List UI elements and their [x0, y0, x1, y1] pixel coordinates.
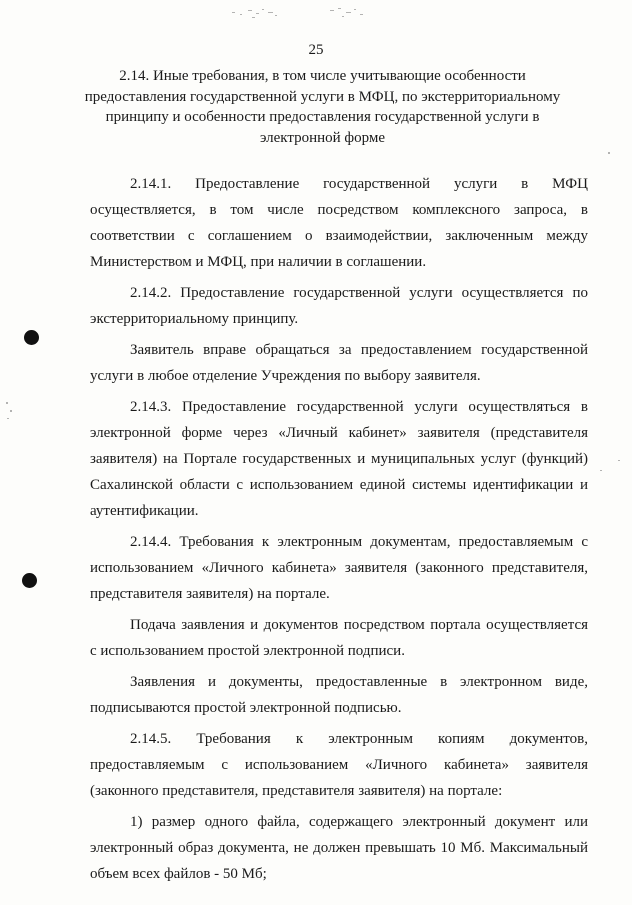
binder-hole-top [24, 330, 39, 345]
paragraph: 2.14.2. Предоставление государственной услуги осуществляется по экстерриториальному принципу. [90, 285, 588, 327]
paragraph: 2.14.5. Требования к электронным копиям документов, предоставляемым с использованием «Личного кабинета» заявителя (законного представителя, представителя заявителя) на портале: [90, 731, 588, 799]
binder-hole-bottom [22, 573, 37, 588]
paragraph: Заявления и документы, предоставленные в электронном виде, подписываются простой электронной подписью. [90, 674, 588, 716]
paragraph: 2.14.3. Предоставление государственной услуги осуществляться в электронной форме через «Личный кабинет» заявителя (представителя заявителя) на Портале государственных и муниципальных услуг (функций) Сахалинской области с использованием единой системы идентификации и аутентификации. [90, 399, 588, 519]
paragraph: 2.14.1. Предоставление государственной услуги в МФЦ осуществляется, в том числе посредством комплексного запроса, в соответствии с соглашением о взаимодействии, заключенным между Министерством и МФЦ, при наличии в соглашении. [90, 176, 588, 270]
page-number: 25 [308, 42, 324, 58]
paragraph: Заявитель вправе обращаться за предоставлением государственной услуги в любое отделение Учреждения по выбору заявителя. [90, 342, 588, 384]
section-heading: 2.14. Иные требования, в том числе учитывающие особенности предоставления государственной услуги в МФЦ, по экстерриториальному принципу и особенности предоставления государственной услуги в электронной форме [84, 68, 561, 146]
paragraph: 2.14.4. Требования к электронным документам, предоставляемым с использованием «Личного кабинета» заявителя (законного представителя, представителя заявителя) на портале. [90, 534, 588, 602]
document-body [90, 171, 588, 892]
paragraph: 1) размер одного файла, содержащего электронный документ или электронный образ документа, не должен превышать 10 Мб. Максимальный объем всех файлов - 50 Мб; [90, 814, 588, 882]
paragraph: Подача заявления и документов посредством портала осуществляется с использованием простой электронной подписи. [90, 617, 588, 659]
